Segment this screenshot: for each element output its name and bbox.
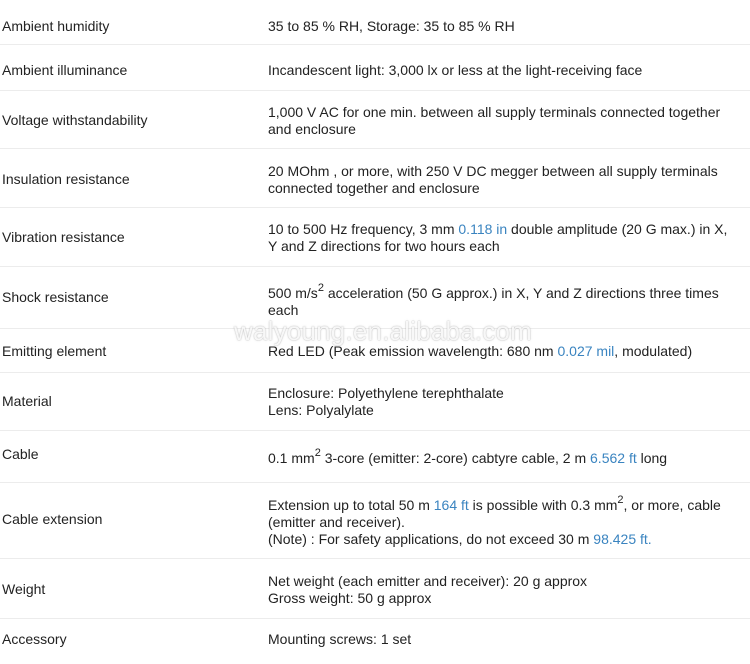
spec-value [268, 494, 746, 548]
superscript: 2 [317, 282, 324, 295]
spec-value-line: Incandescent light: 3,000 lx or less at the light-receiving face [268, 62, 643, 78]
spec-value-line: 1,000 V AC for one min. between all supply terminals connected together [268, 104, 721, 120]
spec-label: Shock resistance [2, 289, 109, 305]
spec-text: (Note) : For safety applications, do not exceed 30 m [268, 531, 594, 547]
spec-value-line [268, 494, 746, 514]
spec-label: Vibration resistance [2, 229, 125, 245]
row-divider [0, 430, 750, 431]
spec-value-line: Net weight (each emitter and receiver): 20 g approx [268, 573, 588, 589]
spec-value-line: 35 to 85 % RH, Storage: 35 to 85 % RH [268, 18, 515, 34]
spec-label: Insulation resistance [2, 171, 130, 187]
superscript: 2 [617, 494, 624, 507]
spec-label: Material [2, 393, 52, 409]
spec-value-line [268, 447, 746, 467]
row-divider [0, 44, 750, 45]
spec-text: acceleration (50 G approx.) in X, Y and Z directions three times [323, 285, 719, 301]
unit-conversion-link[interactable]: 0.118 in [458, 221, 508, 237]
spec-label: Weight [2, 581, 46, 597]
spec-value [268, 573, 746, 607]
spec-text: , or more, cable [623, 497, 721, 513]
row-divider [0, 558, 750, 559]
spec-value-line [268, 221, 746, 238]
spec-label: Ambient humidity [2, 18, 110, 34]
spec-value-line: Enclosure: Polyethylene terephthalate [268, 385, 504, 401]
spec-label: Ambient illuminance [2, 62, 128, 78]
superscript: 2 [314, 447, 321, 460]
spec-text: 3-core (emitter: 2-core) cabtyre cable, 2 m [320, 450, 591, 466]
unit-conversion-link[interactable]: 98.425 ft. [593, 531, 652, 547]
spec-text: double amplitude (20 G max.) in X, [507, 221, 728, 237]
spec-value-line [268, 531, 746, 548]
spec-value [268, 447, 746, 467]
spec-text: , modulated) [614, 343, 693, 359]
spec-label: Cable [2, 446, 39, 462]
row-divider [0, 482, 750, 483]
spec-text: long [636, 450, 668, 466]
spec-label: Accessory [2, 631, 67, 647]
row-divider [0, 618, 750, 619]
spec-value-line: Mounting screws: 1 set [268, 631, 412, 647]
unit-conversion-link[interactable]: 6.562 ft [590, 450, 637, 466]
spec-label: Cable extension [2, 511, 103, 527]
row-divider [0, 372, 750, 373]
spec-value [268, 163, 746, 197]
spec-value-line: Y and Z directions for two hours each [268, 238, 500, 254]
spec-value-line: connected together and enclosure [268, 180, 480, 196]
spec-value [268, 62, 746, 79]
watermark: walyoung.en.alibaba.com [234, 316, 533, 346]
spec-value-line: each [268, 302, 299, 318]
spec-value-line: (emitter and receiver). [268, 514, 405, 530]
spec-value [268, 104, 746, 138]
spec-value [268, 282, 746, 319]
spec-value [268, 385, 746, 419]
spec-text: Red LED (Peak emission wavelength: 680 nm [268, 343, 558, 359]
spec-text: is possible with 0.3 mm [468, 497, 618, 513]
unit-conversion-link[interactable]: 164 ft [433, 497, 469, 513]
spec-value-line: 20 MOhm , or more, with 250 V DC megger between all supply terminals [268, 163, 718, 179]
spec-value [268, 221, 746, 255]
spec-text: 10 to 500 Hz frequency, 3 mm [268, 221, 459, 237]
spec-text: Extension up to total 50 m [268, 497, 434, 513]
spec-label: Emitting element [2, 343, 107, 359]
row-divider [0, 207, 750, 208]
spec-value-line: Lens: Polyalylate [268, 402, 374, 418]
spec-value-line [268, 282, 746, 302]
row-divider [0, 90, 750, 91]
row-divider [0, 148, 750, 149]
spec-label: Voltage withstandability [2, 112, 148, 128]
unit-conversion-link[interactable]: 0.027 mil [557, 343, 615, 359]
spec-text: 0.1 mm [268, 450, 315, 466]
row-divider [0, 266, 750, 267]
spec-value [268, 631, 746, 648]
spec-value [268, 18, 746, 35]
spec-text: 500 m/s [268, 285, 318, 301]
spec-value-line: Gross weight: 50 g approx [268, 590, 432, 606]
spec-value-line: and enclosure [268, 121, 356, 137]
